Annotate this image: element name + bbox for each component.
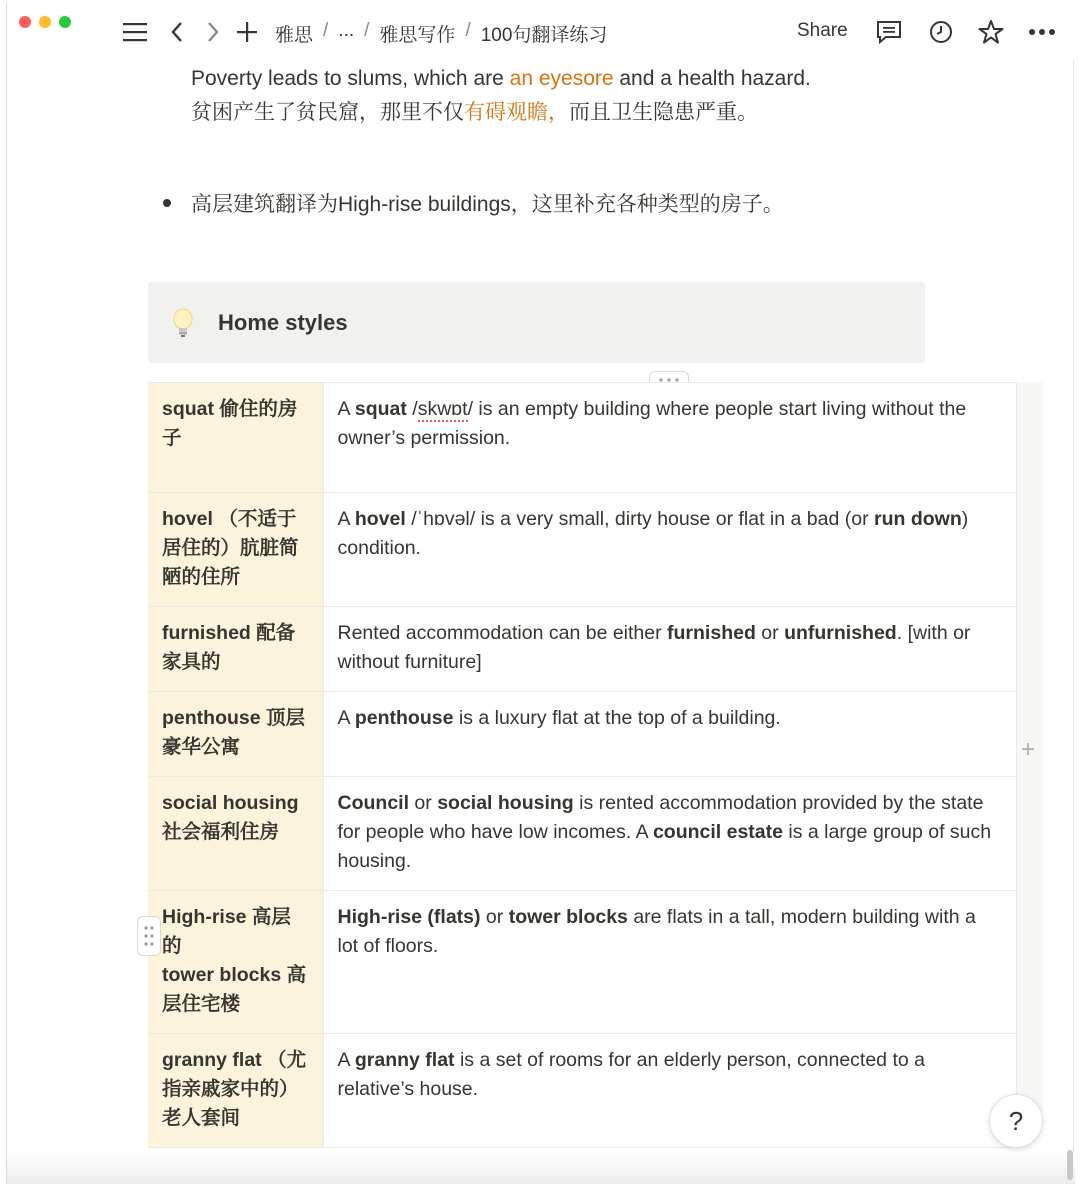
definition-bold-text: social housing bbox=[437, 792, 574, 814]
definition-text: Rented accommodation can be either bbox=[337, 622, 668, 644]
definition-bold-text: granny flat bbox=[354, 1049, 455, 1071]
highlight-zh: 有碍观瞻， bbox=[464, 101, 569, 124]
definition-cell[interactable] bbox=[323, 777, 1016, 891]
definition-bold-text: hovel bbox=[354, 508, 406, 530]
term-cell[interactable] bbox=[148, 1034, 323, 1148]
bullet-item bbox=[157, 188, 784, 218]
definition-text: / bbox=[406, 398, 418, 420]
breadcrumb bbox=[275, 20, 607, 47]
definition-text: / is an empty building where people start living without the owner’s permission. bbox=[337, 398, 967, 449]
definition-text: A bbox=[337, 508, 355, 530]
term-text: penthouse 顶层豪华公寓 bbox=[162, 707, 306, 758]
window-controls bbox=[19, 16, 71, 28]
term-cell[interactable] bbox=[148, 607, 323, 692]
definition-bold-text: unfurnished bbox=[784, 622, 897, 644]
definition-text: A bbox=[337, 398, 355, 420]
term-text: furnished 配备家具的 bbox=[162, 622, 296, 673]
definition-text: is a large group of such housing. bbox=[337, 821, 992, 872]
term-text: tower blocks 高层住宅楼 bbox=[162, 964, 307, 1015]
sentence-zh-before: 贫困产生了贫民窟，那里不仅 bbox=[191, 101, 464, 124]
lightbulb-icon bbox=[172, 308, 194, 338]
term-text: hovel （不适于居住的）肮脏简陋的住所 bbox=[162, 508, 299, 588]
definition-cell[interactable] bbox=[323, 1034, 1016, 1148]
comment-icon[interactable] bbox=[875, 18, 903, 46]
term-text: High-rise 高层的 bbox=[162, 906, 291, 957]
term-cell[interactable] bbox=[148, 383, 323, 493]
table-row[interactable] bbox=[148, 607, 1016, 692]
definition-cell[interactable] bbox=[323, 607, 1016, 692]
definition-text: . [with or without furniture] bbox=[337, 622, 971, 673]
breadcrumb-separator: / bbox=[364, 20, 370, 41]
definition-bold-text: furnished bbox=[667, 622, 756, 644]
table-row[interactable] bbox=[148, 777, 1016, 891]
page-scrollbar[interactable] bbox=[1067, 1150, 1073, 1180]
definition-bold-text: High-rise (flats) bbox=[337, 906, 481, 928]
definition-text: or bbox=[755, 622, 785, 644]
callout-block bbox=[148, 282, 925, 363]
definition-text: is a luxury flat at the top of a building. bbox=[453, 707, 781, 729]
help-button[interactable]: ? bbox=[989, 1094, 1043, 1148]
definition-bold-text: council estate bbox=[652, 821, 783, 843]
term-cell[interactable] bbox=[148, 493, 323, 607]
history-icon[interactable] bbox=[927, 18, 955, 46]
close-window-button[interactable] bbox=[19, 16, 31, 28]
table-row[interactable] bbox=[148, 383, 1016, 493]
highlight-eyesore: an eyesore bbox=[509, 67, 614, 90]
breadcrumb-item[interactable]: ... bbox=[338, 20, 355, 41]
definition-cell[interactable] bbox=[323, 891, 1016, 1034]
share-button[interactable]: Share bbox=[797, 20, 848, 41]
star-icon[interactable] bbox=[977, 18, 1005, 46]
definition-text: ) condition. bbox=[337, 508, 969, 559]
row-drag-handle[interactable] bbox=[137, 916, 161, 956]
definition-text: A bbox=[337, 1049, 355, 1071]
home-styles-table bbox=[148, 382, 1016, 1148]
table-row[interactable] bbox=[148, 493, 1016, 607]
breadcrumb-item[interactable]: 雅思 bbox=[275, 25, 314, 46]
definition-bold-text: Council bbox=[337, 792, 409, 814]
sentence-en-before: Poverty leads to slums, which are bbox=[191, 67, 510, 90]
page-content bbox=[7, 60, 1075, 1184]
sentence-english bbox=[191, 64, 811, 94]
table-row[interactable] bbox=[148, 891, 1016, 1034]
bullet-dot-icon bbox=[163, 199, 171, 207]
definition-cell[interactable] bbox=[323, 383, 1016, 493]
sentence-zh-after: 而且卫生隐患严重。 bbox=[569, 101, 758, 124]
callout-title: Home styles bbox=[218, 309, 348, 335]
definition-text: A bbox=[337, 707, 355, 729]
term-text: social housing 社会福利住房 bbox=[162, 792, 299, 843]
term-text: granny flat （尤指亲戚家中的）老人套间 bbox=[162, 1049, 307, 1129]
breadcrumb-separator: / bbox=[323, 20, 329, 41]
definition-text: or bbox=[480, 906, 509, 928]
more-icon[interactable] bbox=[1027, 18, 1057, 46]
add-column-button[interactable]: + bbox=[1021, 736, 1036, 763]
bullet-text: 高层建筑翻译为High-rise buildings，这里补充各种类型的房子。 bbox=[191, 193, 784, 216]
table-row[interactable] bbox=[148, 692, 1016, 777]
maximize-window-button[interactable] bbox=[59, 16, 71, 28]
term-cell[interactable] bbox=[148, 692, 323, 777]
definition-cell[interactable] bbox=[323, 493, 1016, 607]
new-page-icon[interactable] bbox=[235, 18, 259, 46]
menu-icon[interactable] bbox=[121, 18, 149, 46]
term-cell[interactable] bbox=[148, 891, 323, 1034]
breadcrumb-item-current[interactable]: 100句翻译练习 bbox=[480, 25, 608, 46]
definition-text: /ˈhɒvəl/ is a very small, dirty house or flat in a bad (or bbox=[405, 508, 874, 530]
definition-text: is rented accommodation provided by the state for people who have low incomes. A bbox=[337, 792, 984, 843]
forward-icon[interactable] bbox=[203, 18, 223, 46]
definition-bold-text: squat bbox=[354, 398, 407, 420]
term-text: squat 偷住的房子 bbox=[162, 398, 298, 449]
breadcrumb-separator: / bbox=[465, 20, 471, 41]
back-icon[interactable] bbox=[167, 18, 187, 46]
term-cell[interactable] bbox=[148, 777, 323, 891]
definition-text: are flats in a tall, modern building with a lot of floors. bbox=[337, 906, 976, 957]
bottom-fade bbox=[7, 1152, 1075, 1184]
top-bar bbox=[7, 4, 1075, 60]
table-row[interactable] bbox=[148, 1034, 1016, 1148]
definition-bold-text: run down bbox=[874, 508, 962, 530]
definition-text: is a set of rooms for an elderly person, connected to a relative’s house. bbox=[337, 1049, 925, 1100]
definition-bold-text: penthouse bbox=[354, 707, 454, 729]
breadcrumb-item[interactable]: 雅思写作 bbox=[379, 25, 456, 46]
sentence-chinese bbox=[191, 98, 758, 128]
definition-cell[interactable] bbox=[323, 692, 1016, 777]
definition-text: or bbox=[409, 792, 438, 814]
definition-bold-text: tower blocks bbox=[508, 906, 628, 928]
sentence-en-after: and a health hazard. bbox=[613, 67, 811, 90]
minimize-window-button[interactable] bbox=[39, 16, 51, 28]
definition-text: skwɒt bbox=[417, 398, 468, 420]
app-window bbox=[6, 4, 1074, 1184]
